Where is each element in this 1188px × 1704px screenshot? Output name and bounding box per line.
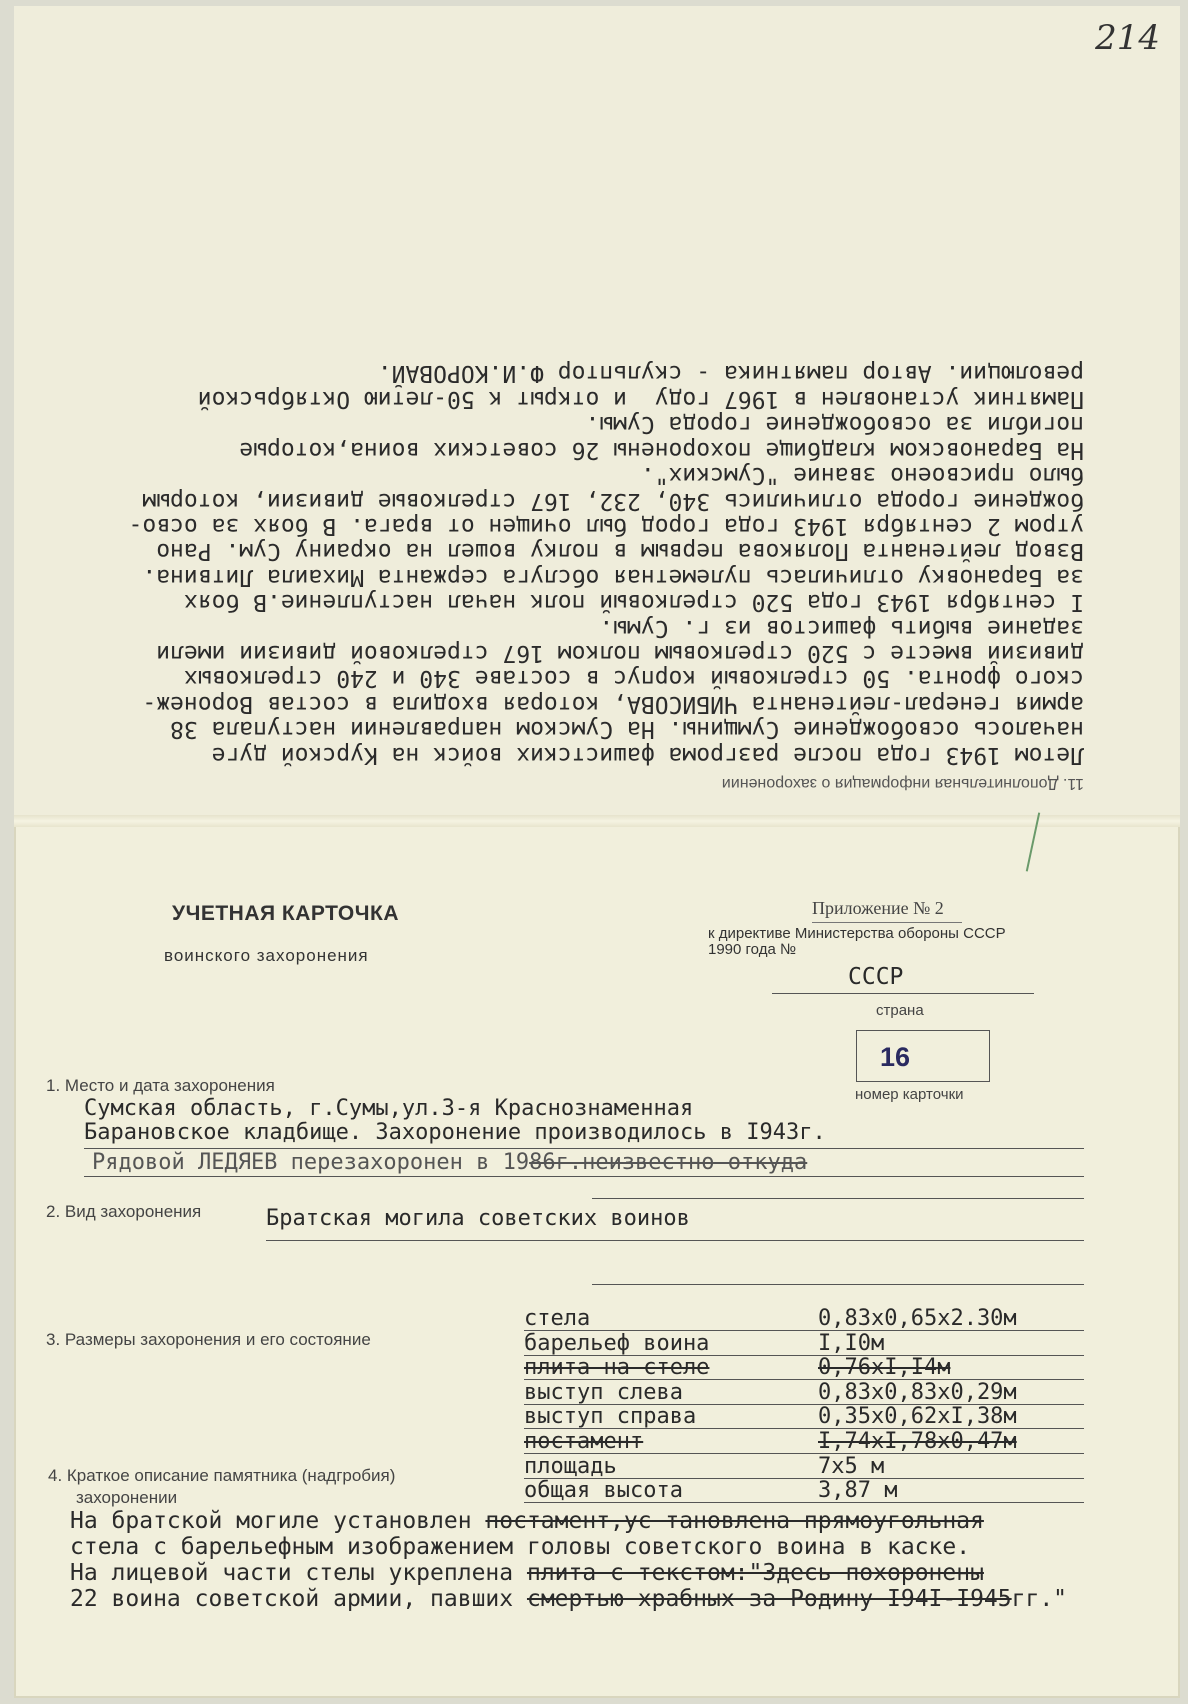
dimension-value: 3,87 м [818,1478,898,1503]
desc-line-4-a: 22 воина советской армии, павших [70,1586,527,1612]
info-line: На Барановском кладбище похоронены 26 советских воина,которые [239,436,1084,463]
additional-info-header: 11. Дополнительная информация о захоронении [721,774,1084,792]
description-label-1: 4. Краткое описание памятника (надгробия) [48,1466,396,1485]
card-number-caption: номер карточки [855,1086,964,1103]
place-label: 1. Место и дата захоронения [46,1076,275,1095]
dimension-name: стела [524,1306,591,1331]
dimension-value: 0,83x0,83x0,29м [818,1380,1017,1405]
appendix-underline [812,922,962,923]
directive-label [708,926,1068,958]
appendix-label: Приложение № 2 [812,898,944,918]
card-title: УЧЕТНАЯ КАРТОЧКА [172,902,400,925]
place-line-3-struck: 86г.неизвестно откуда [529,1150,808,1175]
country-caption: страна [876,1002,924,1019]
place-line-2: Барановское кладбище. Захоронение производилось в I943г. [84,1120,826,1145]
dimension-name: выступ справа [524,1404,697,1429]
info-line: армия генерал-лейтенанта ЧИБИСОВА, которая входила в состав Воронеж- [142,690,1084,717]
country-underline [772,993,1034,994]
dimension-name: плита на стеле [524,1355,710,1380]
dimension-name: общая высота [524,1478,683,1503]
country-value: СССР [848,964,904,990]
dimension-value: 0,83x0,65x2.30м [818,1306,1017,1331]
dimension-name: постамент [524,1429,644,1454]
desc-line-4-b: смертью храбных за Родину I94I-I945 [526,1586,1012,1612]
info-line: за Барановку отличилась пулеметная обслуга сержанта Михаила Литвина. [142,563,1084,590]
directive-line-1: к директиве Министерства обороны СССР [708,925,1006,942]
dimension-value: 7x5 м [818,1454,885,1479]
dimension-value: 0,76xI,I4м [818,1355,951,1380]
info-line: задание выбить фашистов из г. Сумы. [599,614,1084,641]
dimension-value: I,74xI,78x0,47м [818,1429,1017,1454]
place-line-3 [92,1150,807,1175]
desc-line-3 [70,1560,1067,1586]
size-label: 3. Размеры захоронения и его состояние [46,1330,371,1349]
info-line: Летом 1943 года после разгрома фашистских войск на Курской дуге [211,741,1084,768]
place-rule-3 [592,1198,1084,1199]
place-line-1: Сумская область, г.Сумы,ул.3-я Краснознаменная [84,1096,694,1121]
page-number: 214 [1095,18,1160,58]
info-line: утром 2 сентября 1943 года город был очищен от врага. В боях за осво- [128,512,1084,539]
desc-line-1 [70,1508,1067,1534]
additional-info-upside-down [44,360,1084,796]
type-rule-2 [592,1284,1084,1285]
info-line: Памятник установлен в 1967 году и открыт к 50-летию Октябрьской [197,385,1084,412]
place-rule-1 [84,1148,1084,1149]
description-label-2: захоронении [76,1488,178,1507]
dimension-name: барельеф воина [524,1331,710,1356]
desc-line-4 [70,1586,1067,1612]
card-number-value: 16 [880,1042,911,1072]
desc-line-3-b: плита с текстом:"Здесь похоронены [526,1560,984,1586]
info-line: дивизий вместе с 520 стрелковым полком 167 стрелковой дивизии имели [156,639,1084,666]
type-value: Братская могила советских воинов [266,1206,690,1231]
type-rule-1 [266,1240,1084,1241]
desc-line-1-a: На братской могиле установлен [70,1508,486,1534]
dimension-name: выступ слева [524,1380,683,1405]
desc-line-3-a: На лицевой части стелы укреплена [70,1560,527,1586]
description-text [70,1508,1067,1612]
place-rule-2 [84,1176,1084,1177]
fold-crease [14,815,1180,827]
info-line: ского фронта. 50 стрелковый корпус в составе 340 и 240 стрелковых [183,665,1084,692]
type-label: 2. Вид захоронения [46,1202,202,1221]
info-line: революции. Автор памятника - скульптор Ф.И.КОРОВАЙ. [377,360,1084,387]
info-line: началось освобождение Сумщины. На Сумском направлении наступала 38 [170,716,1084,743]
info-line: Взвод лейтенанта Полякова первым в полку вошел на окраину Сум. Рано [156,538,1084,565]
card-subtitle: воинского захоронения [164,946,369,965]
dimension-value: 0,35x0,62xI,38м [818,1404,1017,1429]
desc-line-1-b: постамент,ус тановлена прямоугольная [485,1508,984,1534]
info-line: было присвоено звание "Сумских". [640,462,1084,489]
desc-line-4-c: гг." [1011,1586,1068,1612]
dimension-value: I,I0м [818,1331,885,1356]
info-line: бождение города отличились 340, 232, 167 стрелковые дивизии, которым [142,487,1084,514]
info-line: погибли за освобождение города Сумы. [585,411,1084,438]
dimension-rule [524,1502,1084,1503]
desc-line-2: стела с барельефным изображением головы советского воина в каске. [70,1534,971,1560]
dimension-name: площадь [524,1454,617,1479]
place-line-3-text: Рядовой ЛЕДЯЕВ перезахоронен в 19 [92,1150,530,1175]
card-number-box [856,1030,990,1082]
directive-line-2: 1990 года № [708,941,797,958]
info-line: I сентября 1943 года 520 стрелковый полк начал наступление.В боях [183,589,1084,616]
